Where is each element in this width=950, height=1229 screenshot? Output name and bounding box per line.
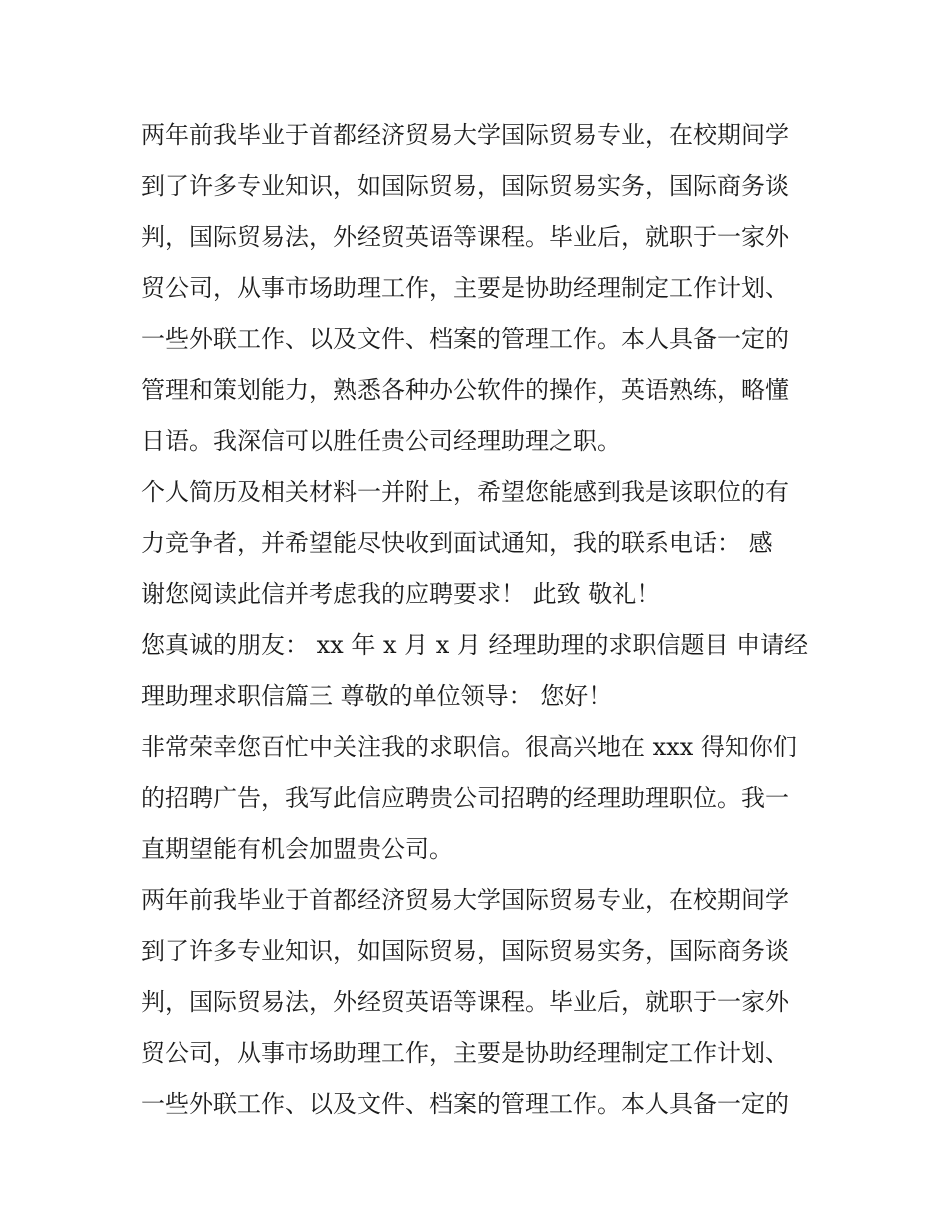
text-line: 力竞争者，并希望能尽快收到面试通知，我的联系电话： 感 xyxy=(141,529,773,557)
text-line: 一些外联工作、以及文件、档案的管理工作。本人具备一定的 xyxy=(141,1090,789,1118)
text-line: 管理和策划能力，熟悉各种办公软件的操作，英语熟练，略懂 xyxy=(141,376,789,404)
text-line: 的招聘广告，我写此信应聘贵公司招聘的经理助理职位。我一 xyxy=(141,784,789,812)
text-line: 日语。我深信可以胜任贵公司经理助理之职。 xyxy=(141,427,621,455)
text-line: 贸公司，从事市场助理工作，主要是协助经理制定工作计划、 xyxy=(141,274,789,302)
text-line: 谢您阅读此信并考虑我的应聘要求！ 此致 敬礼！ xyxy=(141,580,661,608)
text-line: 到了许多专业知识，如国际贸易，国际贸易实务，国际商务谈 xyxy=(141,937,789,965)
text-line: 非常荣幸您百忙中关注我的求职信。很高兴地在 xxx 得知你们 xyxy=(141,733,797,761)
text-line: 两年前我毕业于首都经济贸易大学国际贸易专业，在校期间学 xyxy=(141,121,789,149)
text-line: 一些外联工作、以及文件、档案的管理工作。本人具备一定的 xyxy=(141,325,789,353)
text-line: 判，国际贸易法，外经贸英语等课程。毕业后，就职于一家外 xyxy=(141,988,789,1016)
text-line: 直期望能有机会加盟贵公司。 xyxy=(141,835,453,863)
cover-letter-body xyxy=(141,110,821,1130)
text-line: 个人简历及相关材料一并附上，希望您能感到我是该职位的有 xyxy=(141,478,789,506)
text-line: 到了许多专业知识，如国际贸易，国际贸易实务，国际商务谈 xyxy=(141,172,789,200)
text-line: 您真诚的朋友： xx 年 x 月 x 月 经理助理的求职信题目 申请经 xyxy=(141,631,809,659)
text-line: 两年前我毕业于首都经济贸易大学国际贸易专业，在校期间学 xyxy=(141,886,789,914)
text-line: 理助理求职信篇三 尊敬的单位领导： 您好！ xyxy=(141,682,613,710)
text-line: 判，国际贸易法，外经贸英语等课程。毕业后，就职于一家外 xyxy=(141,223,789,251)
text-line: 贸公司，从事市场助理工作，主要是协助经理制定工作计划、 xyxy=(141,1039,789,1067)
